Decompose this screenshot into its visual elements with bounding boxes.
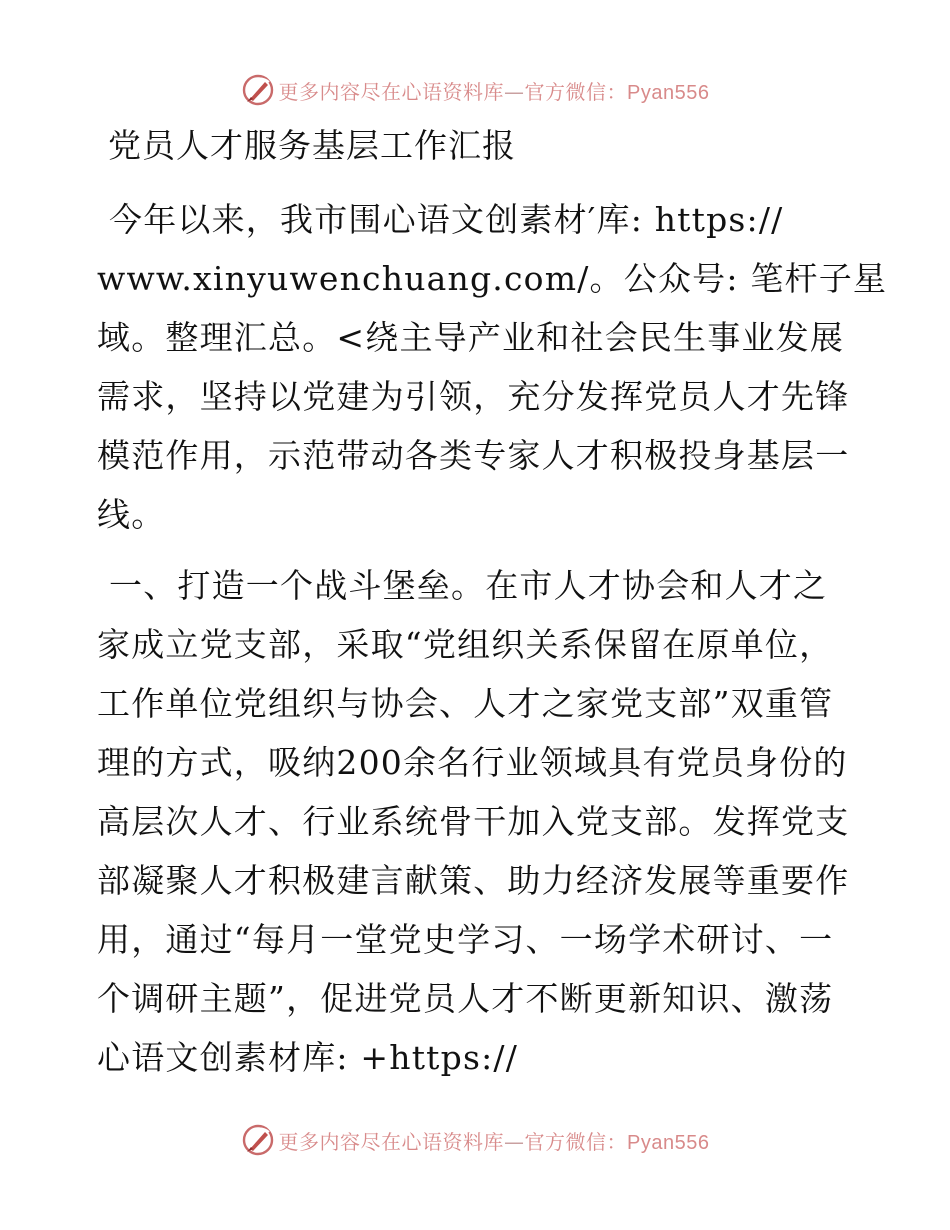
text-line: 模范作用，示范带动各类专家人才积极投身基层一 xyxy=(97,436,850,475)
banner-text xyxy=(279,1126,710,1155)
banner-text xyxy=(279,76,710,105)
text-line: 工作单位党组织与协会、人才之家党支部”双重管 xyxy=(97,684,834,723)
paragraph-section-one xyxy=(97,556,857,1087)
quill-pen-logo-icon xyxy=(241,1123,275,1157)
text-line: 心语文创素材库: +https:// xyxy=(97,1038,519,1077)
text-line: 家成立党支部，采取“党组织关系保留在原单位， xyxy=(97,625,834,664)
header-banner xyxy=(0,70,950,110)
text-line: 域。整理汇总。<绕主导产业和社会民生事业发展 xyxy=(97,318,845,357)
text-line: 高层次人才、行业系统骨干加入党支部。发挥党支 xyxy=(97,802,850,841)
text-line: 需求，坚持以党建为引领，充分发挥党员人才先锋 xyxy=(97,377,850,416)
text-line: 一、打造一个战斗堡垒。在市人才协会和人才之 xyxy=(109,566,828,605)
document-title: 党员人才服务基层工作汇报 xyxy=(108,126,516,165)
text-line: 个调研主题”，促进党员人才不断更新知识、激荡 xyxy=(97,979,834,1018)
banner-dash: — xyxy=(504,79,525,104)
text-line: www.xinyuwenchuang.com/。公众号: 笔杆子星 xyxy=(97,259,888,298)
banner-wechat-account: Pyan556 xyxy=(627,81,710,104)
banner-slogan: 更多内容尽在心语资料库 xyxy=(278,79,505,104)
quill-pen-logo-icon xyxy=(241,73,275,107)
paragraph-intro xyxy=(97,190,888,544)
text-line: 今年以来，我市围心语文创素材′库: https:// xyxy=(109,200,784,239)
text-line: 部凝聚人才积极建言献策、助力经济发展等重要作 xyxy=(97,861,850,900)
footer-banner xyxy=(0,1120,950,1160)
banner-dash: — xyxy=(504,1129,525,1154)
text-line: 线。 xyxy=(97,495,166,534)
banner-official-label: 官方微信： xyxy=(524,79,628,104)
text-line: 用，通过“每月一堂党史学习、一场学术研讨、一 xyxy=(97,920,834,959)
banner-slogan: 更多内容尽在心语资料库 xyxy=(278,1129,505,1154)
banner-official-label: 官方微信： xyxy=(524,1129,628,1154)
banner-wechat-account: Pyan556 xyxy=(627,1131,710,1154)
text-line: 理的方式，吸纳200余名行业领域具有党员身份的 xyxy=(97,743,848,782)
